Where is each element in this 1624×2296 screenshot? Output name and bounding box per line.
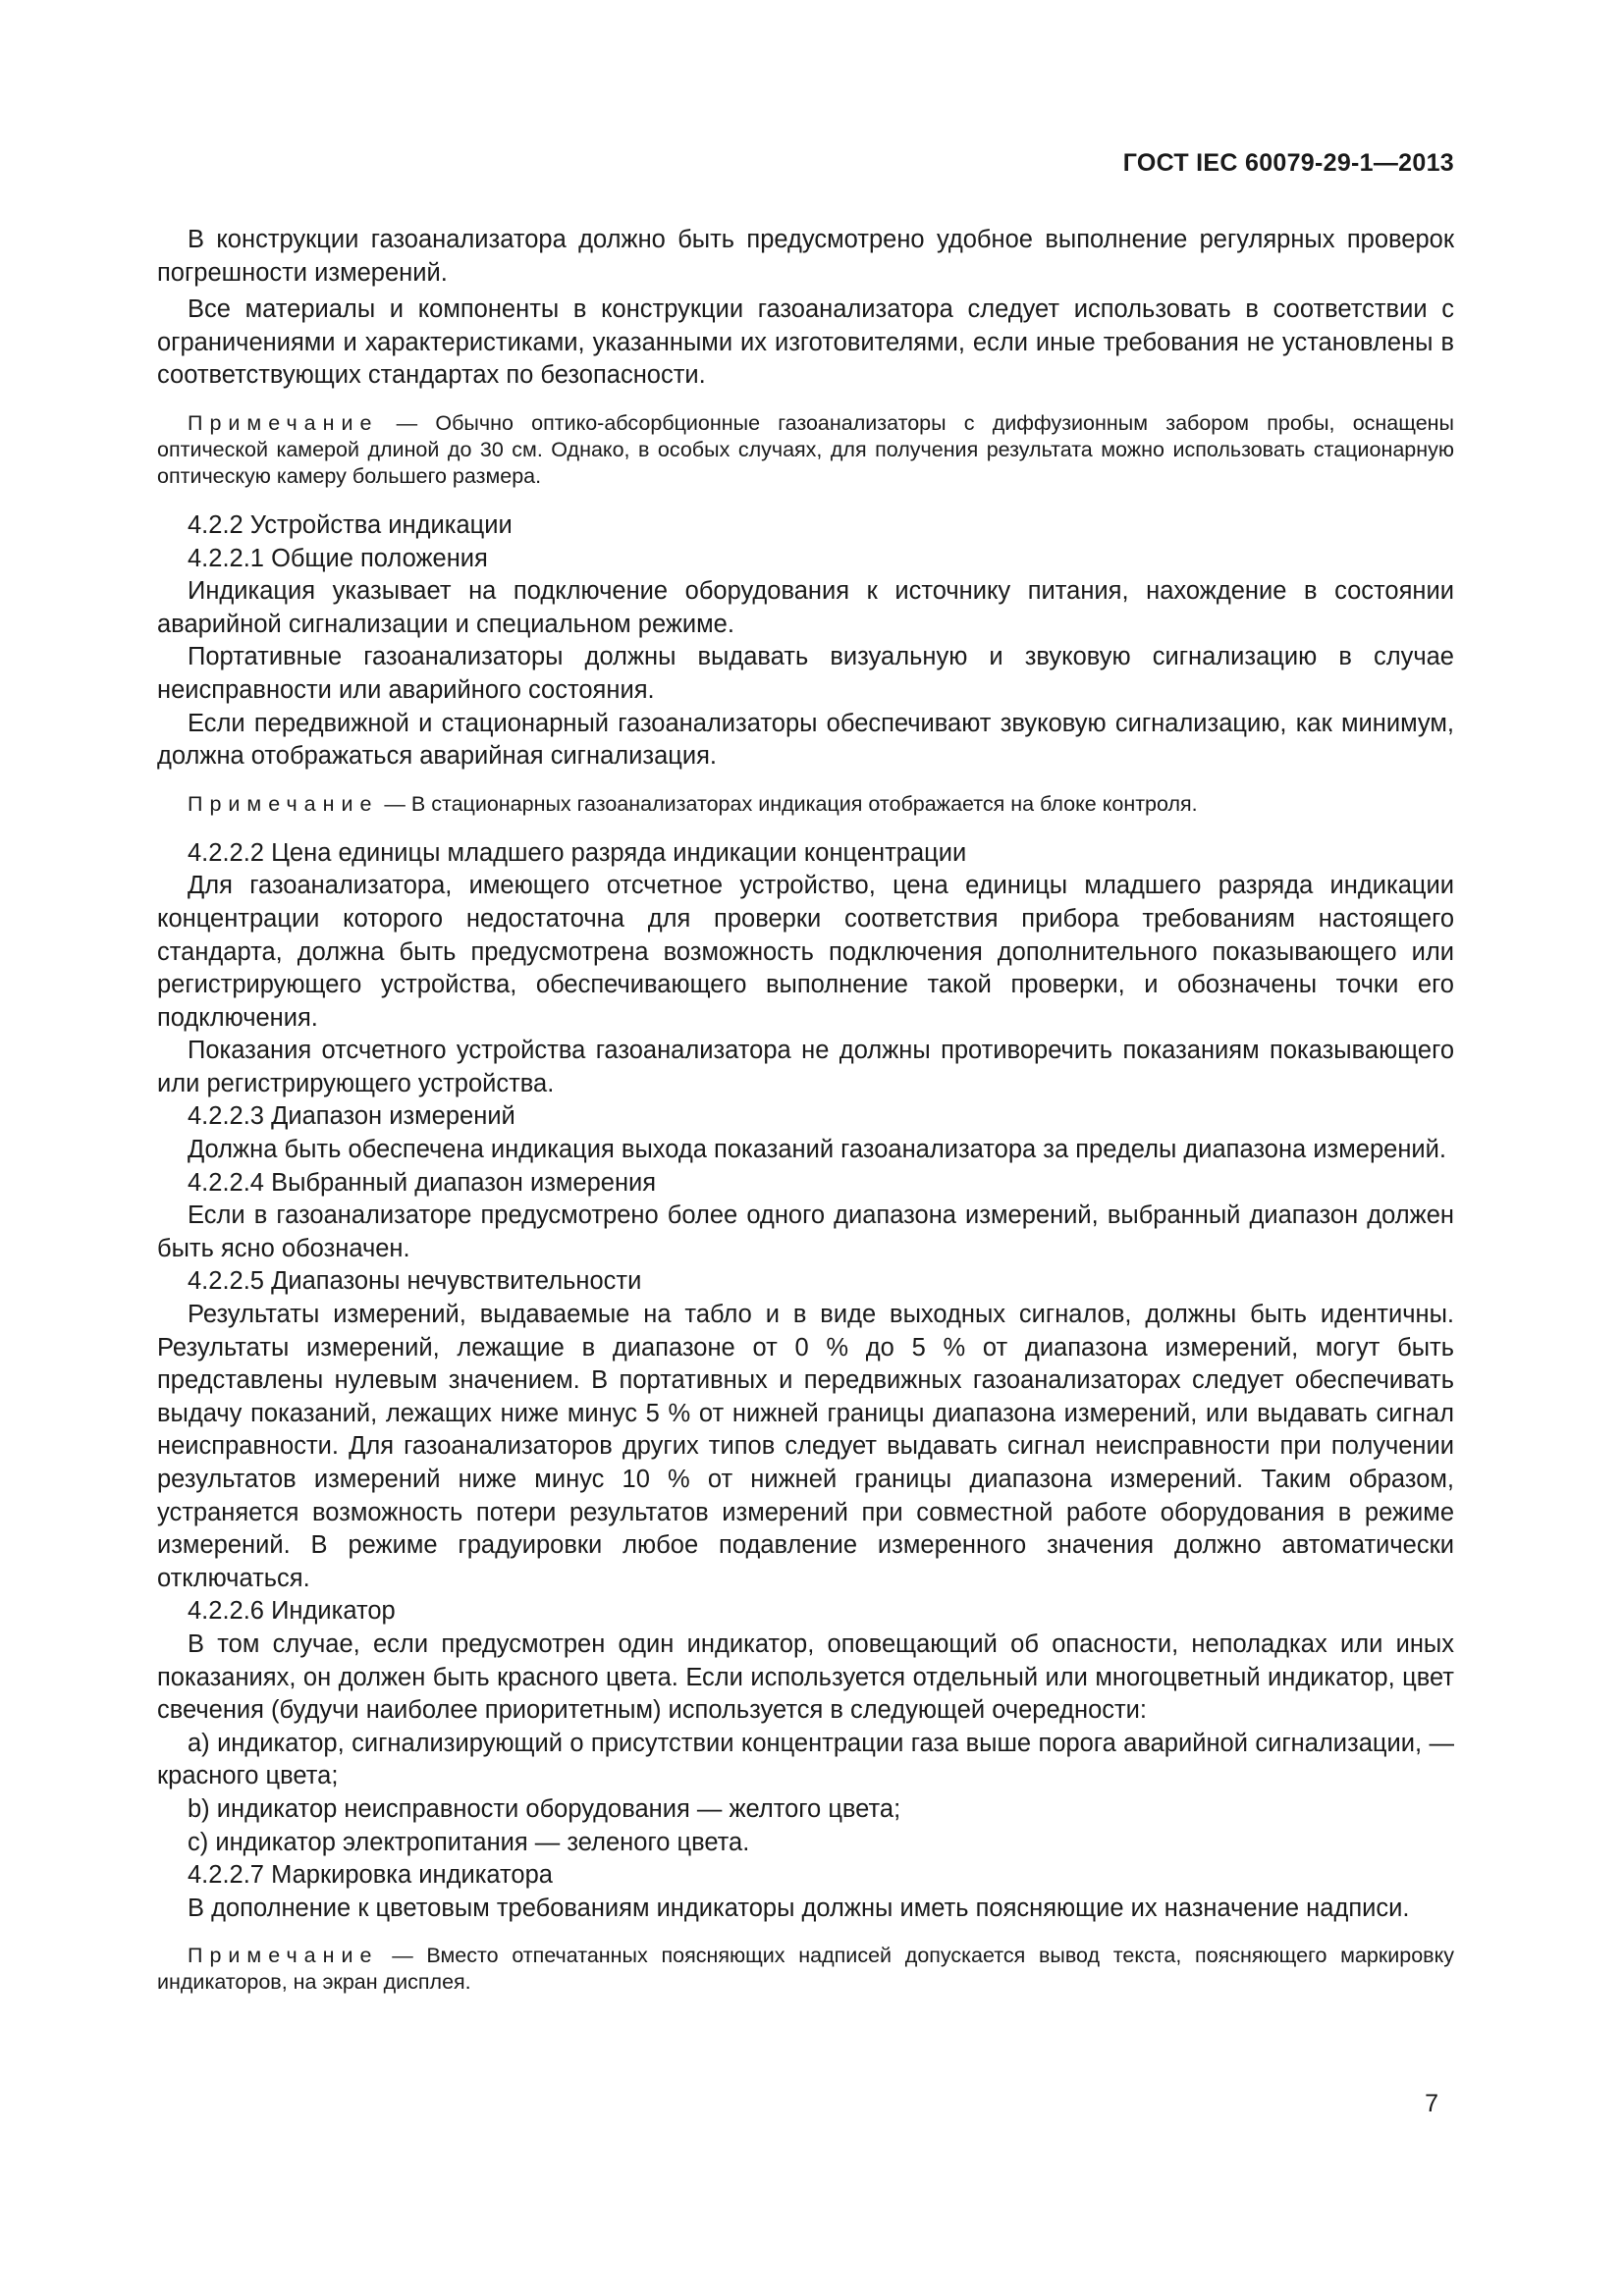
note-text: — Обычно оптико-абсорбционные газоанализаторы с диффузионным забором пробы, оснащены оптической камерой длиной до 30 см. Однако, в особых случаях, для получения результата можно использовать стационарную оптическую камеру большего размера. — [157, 410, 1454, 488]
paragraph: В конструкции газоанализатора должно быть предусмотрено удобное выполнение регулярных проверок погрешности измерений. — [157, 226, 1454, 287]
section-heading: 4.2.2.5 Диапазоны нечувствительности — [188, 1267, 642, 1296]
section-heading: 4.2.2.7 Маркировка индикатора — [188, 1861, 553, 1890]
paragraph: Портативные газоанализаторы должны выдавать визуальную и звуковую сигнализацию в случае неисправности или аварийного состояния. — [157, 643, 1454, 704]
paragraph: Результаты измерений, выдаваемые на табло и в виде выходных сигналов, должны быть идентичны. Результаты измерений, лежащие в диапазоне от 0 % до 5 % от диапазона измерений, могут быть представлены нулевым значением. В портативных и передвижных газоанализаторах следует обеспечивать выдачу показаний, лежащих ниже минус 5 % от нижней границы диапазона измерений, или выдавать сигнал неисправности. Для газоанализаторов других типов следует выдавать сигнал неисправности при получении результатов измерений ниже минус 10 % от нижней границы диапазона измерений. Таким образом, устраняется возможность потери результатов измерений при совместной работе оборудования в режиме измерений. В режиме градуировки любое подавление измеренного значения должно автоматически отключаться. — [157, 1301, 1454, 1592]
section-heading: 4.2.2.2 Цена единицы младшего разряда индикации концентрации — [188, 838, 967, 867]
document-header-title: ГОСТ IEC 60079-29-1—2013 — [1122, 149, 1454, 177]
note-label: Примечание — [188, 791, 379, 816]
paragraph: Показания отсчетного устройства газоанализатора не должны противоречить показаниям показывающего или регистрирующего устройства. — [157, 1037, 1454, 1097]
list-item: b) индикатор неисправности оборудования — желтого цвета; — [188, 1794, 901, 1823]
paragraph: Если передвижной и стационарный газоанализаторы обеспечивают звуковую сигнализацию, как минимум, должна отображаться аварийная сигнализация. — [157, 709, 1454, 771]
section-heading: 4.2.2.1 Общие положения — [188, 544, 488, 572]
page-number: 7 — [1425, 2090, 1438, 2117]
paragraph: Индикация указывает на подключение оборудования к источнику питания, нахождение в состоянии аварийной сигнализации и специальном режиме. — [157, 577, 1454, 638]
paragraph: В том случае, если предусмотрен один индикатор, оповещающий об опасности, неполадках или иных показаниях, он должен быть красного цвета. Если используется отдельный или многоцветный индикатор, цвет свечения (будучи наиболее приоритетным) используется в следующей очередности: — [157, 1629, 1454, 1725]
section-heading: 4.2.2.3 Диапазон измерений — [188, 1102, 515, 1131]
note — [157, 410, 1454, 490]
note — [157, 791, 1454, 818]
list-item: c) индикатор электропитания — зеленого цвета. — [188, 1828, 750, 1856]
note-text: — Вместо отпечатанных поясняющих надписей допускается вывод текста, поясняющего маркировку индикаторов, на экран дисплея. — [157, 1944, 1454, 1995]
section-heading: 4.2.2 Устройства индикации — [188, 510, 513, 539]
paragraph: В дополнение к цветовым требованиям индикаторы должны иметь поясняющие их назначение надписи. — [188, 1894, 1410, 1922]
paragraph: Все материалы и компоненты в конструкции газоанализатора следует использовать в соответствии с ограничениями и характеристиками, указанными их изготовителями, если иные требования не установлены в соответствующих стандартах по безопасности. — [157, 295, 1454, 390]
note-label: Примечание — [188, 410, 379, 435]
section-heading: 4.2.2.6 Индикатор — [188, 1597, 396, 1626]
paragraph: Должна быть обеспечена индикация выхода показаний газоанализатора за пределы диапазона измерений. — [188, 1136, 1446, 1164]
note-label: Примечание — [188, 1944, 379, 1968]
note — [157, 1943, 1454, 1996]
paragraph: Если в газоанализаторе предусмотрено более одного диапазона измерений, выбранный диапазон должен быть ясно обозначен. — [157, 1201, 1454, 1262]
document-body — [157, 224, 1454, 2015]
paragraph: Для газоанализатора, имеющего отсчетное устройство, цена единицы младшего разряда индикации концентрации которого недостаточна для проверки соответствия прибора требованиям настоящего стандарта, должна быть предусмотрена возможность подключения дополнительного показывающего или регистрирующего устройства, обеспечивающего выполнение такой проверки, и обозначены точки его подключения. — [157, 872, 1454, 1032]
section-heading: 4.2.2.4 Выбранный диапазон измерения — [188, 1168, 657, 1197]
list-item: a) индикатор, сигнализирующий о присутствии концентрации газа выше порога аварийной сигнализации, — красного цвета; — [157, 1729, 1454, 1790]
note-text: — В стационарных газоанализаторах индикация отображается на блоке контроля. — [378, 791, 1198, 816]
